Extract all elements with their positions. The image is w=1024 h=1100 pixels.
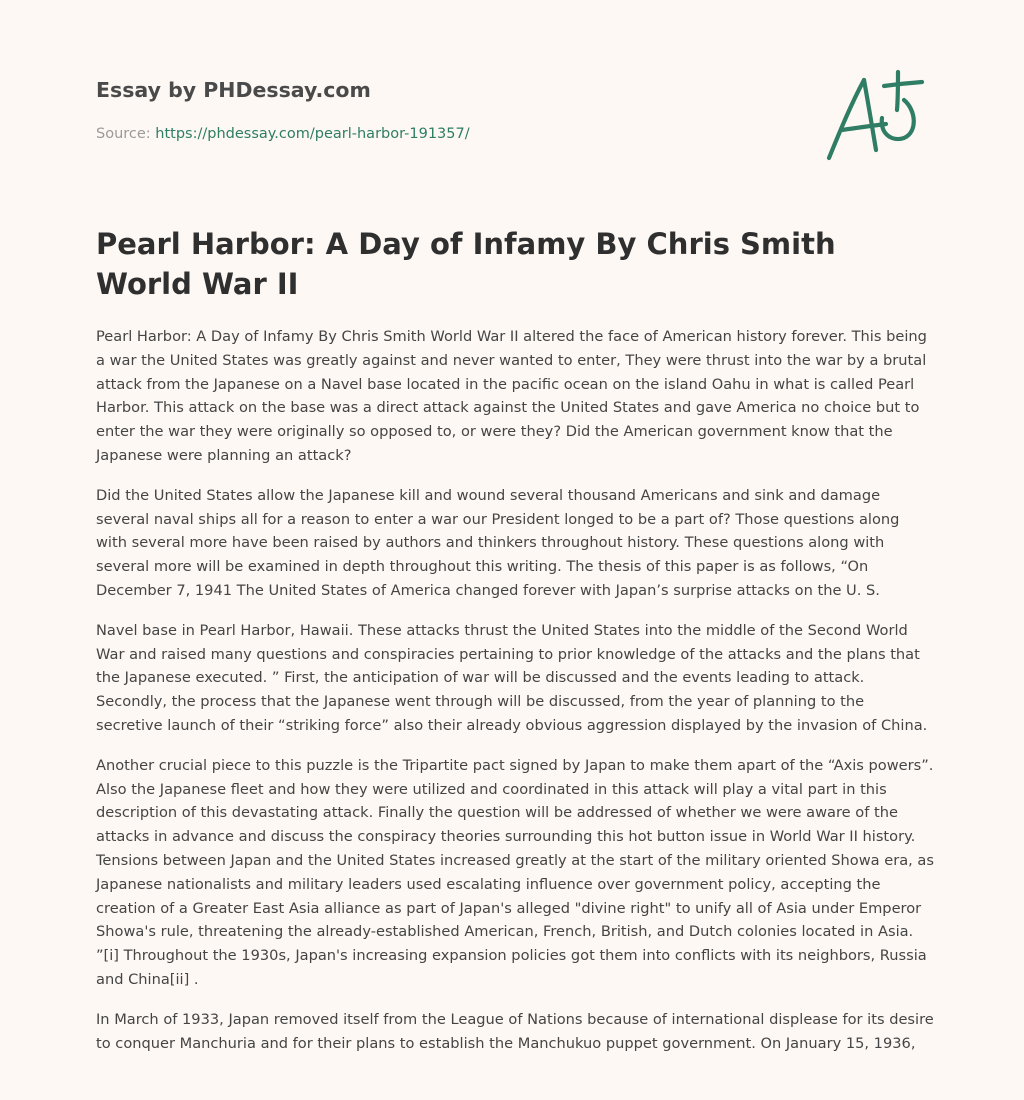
source-link[interactable]: https://phdessay.com/pearl-harbor-191357/ [155,126,470,142]
essay-paragraph-2: Did the United States allow the Japanese kill and wound several thousand Americans and sink and damage several naval ships all for a reason to enter a war our President longed to be a part of? Those questions along with several more have been raised by authors and thinkers throughout history. These questions along with several more will be examined in depth throughout this writing. The thesis of this paper is as follows, “On December 7, 1941 The United States of America changed forever with Japan’s surprise attacks on the U. S. [96,486,900,599]
essay-paragraph-5: In March of 1933, Japan removed itself from the League of Nations because of international displease for its desire to conquer Manchuria and for their plans to establish the Manchukuo puppet government. On January 15, 1936, [96,1010,934,1052]
a-plus-grade-icon [820,66,930,166]
essay-paragraph-4: Another crucial piece to this puzzle is the Tripartite pact signed by Japan to make them apart of the “Axis powers”. Also the Japanese fleet and how they were utilized and coordinated in this attack will play a vital part in this description of this devastating attack. Finally the question will be addressed of whether we were aware of the attacks in advance and discuss the conspiracy theories surrounding this hot button issue in World War II history. Tensions between Japan and the United States increased greatly at the start of the military oriented Showa era, as Japanese nationalists and military leaders used escalating influence over government policy, accepting the creation of a Greater East Asia alliance as part of Japan's alleged "divine right" to unify all of Asia under Emperor Showa's rule, threatening the already-established American, French, British, and Dutch colonies located in Asia. ”[i] Throughout the 1930s, Japan's increasing expansion policies got them into conflicts with its neighbors, Russia and China[ii] . [96,756,934,988]
essay-paragraph-1: Pearl Harbor: A Day of Infamy By Chris Smith World War II altered the face of American history forever. This being a war the United States was greatly against and never wanted to enter, They were thrust into the war by a brutal attack from the Japanese on a Navel base located in the pacific ocean on the island Oahu in what is called Pearl Harbor. This attack on the base was a direct attack against the United States and gave America no choice but to enter the war they were originally so opposed to, or were they? Did the American government know that the Japanese were planning an attack? [96,328,927,464]
site-brand: Essay by PHDessay.com [96,78,371,102]
source-line [96,124,796,144]
source-label: Source: [96,126,156,142]
page-header [96,76,796,144]
essay-paragraph-3: Navel base in Pearl Harbor, Hawaii. These attacks thrust the United States into the middle of the Second World War and raised many questions and conspiracies pertaining to prior knowledge of the attacks and the plans that the Japanese executed. ” First, the anticipation of war will be discussed and the events leading to attack. Secondly, the process that the Japanese went through will be discussed, from the year of planning to the secretive launch of their “striking force” also their already obvious aggression displayed by the invasion of China. [96,621,928,734]
essay-title: Pearl Harbor: A Day of Infamy By Chris Smith World War II [96,227,836,301]
essay-body [96,325,934,1071]
